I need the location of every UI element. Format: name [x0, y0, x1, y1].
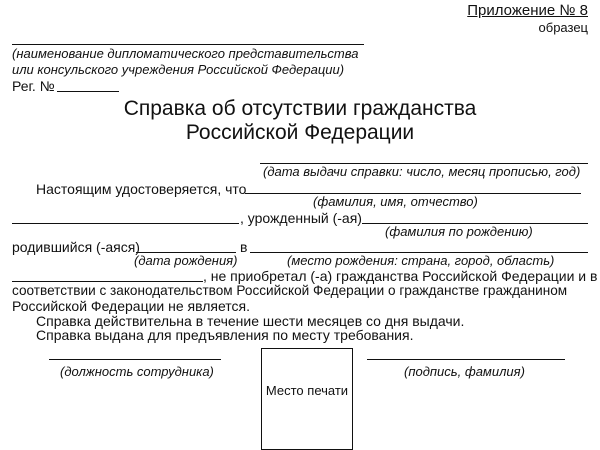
stamp-box — [261, 348, 353, 450]
born-text: , урожденный (-ая) — [240, 210, 362, 226]
in-text: в — [240, 239, 248, 255]
paragraph-line3: Российской Федерации не является. — [12, 298, 251, 314]
position-caption: (должность сотрудника) — [60, 364, 214, 379]
appendix-label: Приложение № 8 — [467, 2, 588, 19]
paragraph-line1: , не приобретал (-а) гражданства Российской Федерации и в — [203, 268, 598, 284]
signature-caption: (подпись, фамилия) — [404, 364, 525, 379]
signature-line — [367, 359, 565, 360]
birth-name-caption: (фамилия по рождению) — [385, 224, 533, 239]
institution-caption-line2: или консульского учреждения Российской Федерации) — [12, 62, 345, 77]
certify-text: Настоящим удостоверяется, что — [36, 181, 247, 197]
paragraph-line2: соответствии с законодательством Российской Федерации о гражданстве гражданином — [12, 283, 568, 298]
document-title-line2: Российской Федерации — [185, 121, 415, 144]
birth-date-caption: (дата рождения) — [134, 253, 238, 268]
born-date-text: родившийся (-аяся) — [12, 239, 140, 255]
institution-caption-line1: (наименование дипломатического представительства — [12, 46, 359, 61]
sample-label: образец — [538, 20, 588, 35]
reg-number-line — [57, 91, 119, 92]
fullname-continuation-line — [12, 223, 239, 224]
institution-line — [12, 44, 364, 45]
position-line — [49, 359, 221, 360]
validity-text: Справка действительна в течение шести месяцев со дня выдачи. — [36, 313, 465, 329]
document-title-line1: Справка об отсутствии гражданства — [123, 97, 477, 120]
purpose-text: Справка выдана для предъявления по месту требования. — [36, 327, 414, 343]
issue-date-caption: (дата выдачи справки: число, месяц прописью, год) — [263, 164, 581, 179]
stamp-label: Место печати — [265, 383, 349, 398]
birth-place-caption: (место рождения: страна, город, область) — [287, 253, 555, 268]
fullname-caption: (фамилия, имя, отчество) — [313, 194, 478, 209]
citizen-name-line — [12, 281, 203, 282]
reg-number-label: Рег. № — [12, 78, 55, 94]
